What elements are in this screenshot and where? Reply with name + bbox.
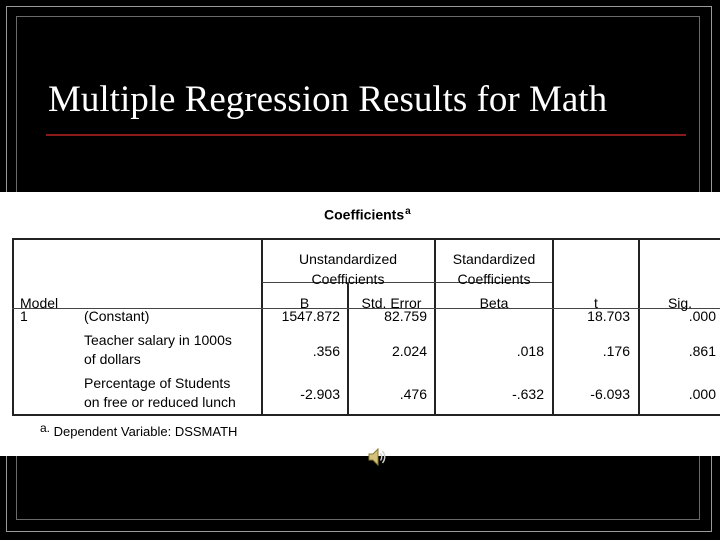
row-label-free-lunch-line1: Percentage of Students bbox=[84, 375, 231, 391]
row-label-free-lunch-line2: on free or reduced lunch bbox=[84, 394, 236, 410]
col-header-beta: Beta bbox=[479, 295, 509, 311]
title-underline bbox=[46, 134, 686, 136]
row-label-constant: (Constant) bbox=[84, 308, 150, 324]
row-teacher-salary-std-error: 2.024 bbox=[391, 343, 427, 359]
speaker-icon[interactable] bbox=[366, 446, 388, 468]
row-free-lunch-b: -2.903 bbox=[300, 386, 340, 402]
footnote-text: Dependent Variable: DSSMATH bbox=[53, 424, 238, 439]
standardized-header-line2: Coefficients bbox=[457, 271, 531, 287]
row-label-teacher-salary-line1: Teacher salary in 1000s bbox=[84, 332, 232, 348]
row-free-lunch-std-error: .476 bbox=[399, 386, 427, 402]
table-left-border bbox=[12, 238, 14, 416]
col-header-sig: Sig. bbox=[667, 295, 693, 311]
table-bottom-border bbox=[12, 414, 720, 416]
row-free-lunch-beta: -.632 bbox=[512, 386, 544, 402]
row-free-lunch-sig: .000 bbox=[688, 386, 716, 402]
row-teacher-salary-beta: .018 bbox=[516, 343, 544, 359]
row-constant-t: 18.703 bbox=[587, 308, 630, 324]
row-free-lunch-t: -6.093 bbox=[590, 386, 630, 402]
caption-footnote-mark: a bbox=[405, 206, 411, 217]
footnote-mark: a. bbox=[40, 421, 51, 435]
row-constant-sig: .000 bbox=[688, 308, 716, 324]
row-teacher-salary-b: .356 bbox=[312, 343, 340, 359]
standardized-header-line1: Standardized bbox=[452, 251, 536, 267]
table-footnote bbox=[40, 421, 238, 439]
col-header-b: B bbox=[299, 295, 310, 311]
col-header-model: Model bbox=[20, 295, 59, 311]
row-constant-b: 1547.872 bbox=[281, 308, 340, 324]
unstandardized-header-line1: Unstandardized bbox=[298, 251, 398, 267]
slide-title: Multiple Regression Results for Math bbox=[48, 79, 608, 120]
col-header-std-error: Std. Error bbox=[361, 295, 422, 311]
model-number: 1 bbox=[20, 308, 28, 324]
coefficients-table-image bbox=[0, 192, 720, 456]
row-teacher-salary-sig: .861 bbox=[688, 343, 716, 359]
col-header-t: t bbox=[594, 295, 598, 311]
table-caption: Coefficients$^a$ bbox=[324, 206, 411, 223]
row-constant-std-error: 82.759 bbox=[384, 308, 427, 324]
row-label-teacher-salary-line2: of dollars bbox=[84, 351, 141, 367]
unstandardized-header-line2: Coefficients bbox=[311, 271, 385, 287]
table-top-border bbox=[12, 238, 720, 240]
row-teacher-salary-t: .176 bbox=[602, 343, 630, 359]
